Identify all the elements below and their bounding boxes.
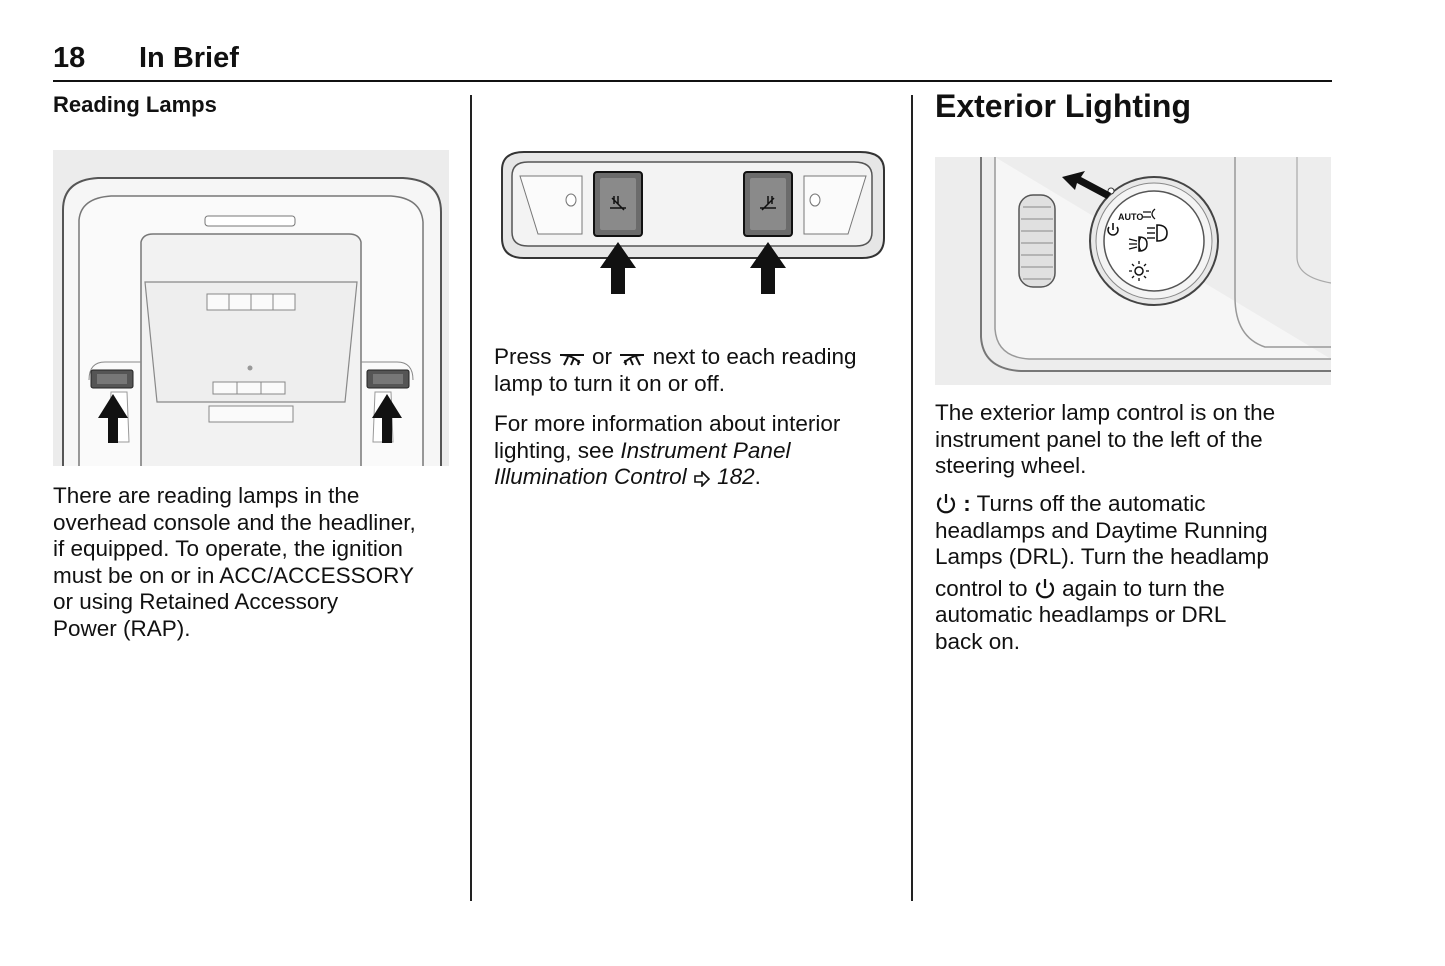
text-line: or using Retained Accessory xyxy=(53,589,339,614)
text-line: The exterior lamp control is on the xyxy=(935,400,1276,425)
column-divider-left xyxy=(470,95,472,901)
reading-lamp-switches-illustration xyxy=(498,148,888,296)
page-number: 18 xyxy=(53,42,86,74)
reading-lamps-heading: Reading Lamps xyxy=(53,92,217,117)
control-to-text: control to xyxy=(935,575,1028,601)
text-line: steering wheel. xyxy=(935,453,1087,478)
text-line: lamp to turn it on or off. xyxy=(494,370,725,396)
text-line: Power (RAP). xyxy=(53,615,191,641)
text-line: if equipped. To operate, the ignition xyxy=(53,536,403,561)
off-line-text: Turns off the automatic xyxy=(976,491,1206,516)
power-off-icon xyxy=(935,492,957,514)
text-line: back on. xyxy=(935,628,1021,654)
section-title: In Brief xyxy=(139,42,239,74)
period: . xyxy=(754,464,761,489)
press-word: Press xyxy=(494,344,552,369)
text-line: Lamps (DRL). Turn the headlamp xyxy=(935,544,1269,569)
text-line xyxy=(494,344,857,371)
text-line: For more information about interior xyxy=(494,411,841,436)
power-off-icon xyxy=(1034,577,1056,599)
exterior-lamp-intro xyxy=(935,400,1275,480)
text-line: headlamps and Daytime Running xyxy=(935,517,1268,543)
page-header xyxy=(53,42,1332,82)
colon-separator: : xyxy=(963,491,971,516)
cross-reference-link-cont[interactable]: Illumination Control xyxy=(494,464,687,489)
reading-lamp-left-icon xyxy=(558,349,586,367)
cross-reference-link[interactable]: Instrument Panel xyxy=(620,437,791,463)
text-line xyxy=(935,576,1269,603)
off-position-description xyxy=(935,491,1269,655)
text-line: overhead console and the headliner, xyxy=(53,509,416,535)
page-reference-number[interactable]: 182 xyxy=(717,464,755,489)
column-divider-right xyxy=(911,95,913,901)
text-line: instrument panel to the left of the xyxy=(935,426,1263,452)
page-reference-icon xyxy=(693,471,711,487)
auto-label: AUTO xyxy=(1118,212,1144,222)
exterior-lighting-heading: Exterior Lighting xyxy=(935,88,1191,124)
press-line-tail: next to each reading xyxy=(652,344,857,369)
reading-lamp-right-icon xyxy=(618,349,646,367)
press-instruction xyxy=(494,344,857,397)
text-line xyxy=(494,438,840,465)
text-line: There are reading lamps in the xyxy=(53,483,360,508)
or-word: or xyxy=(592,344,613,369)
text-line xyxy=(935,491,1269,518)
text-line: automatic headlamps or DRL xyxy=(935,602,1227,627)
reading-lamps-body xyxy=(53,483,416,642)
again-text: again to turn the xyxy=(1062,575,1225,601)
more-information xyxy=(494,411,840,491)
see-text: lighting, see xyxy=(494,437,615,463)
text-line: must be on or in ACC/ACCESSORY xyxy=(53,562,414,588)
text-line xyxy=(494,464,840,491)
exterior-lamp-control-illustration xyxy=(935,157,1331,385)
overhead-console-illustration xyxy=(53,150,449,466)
